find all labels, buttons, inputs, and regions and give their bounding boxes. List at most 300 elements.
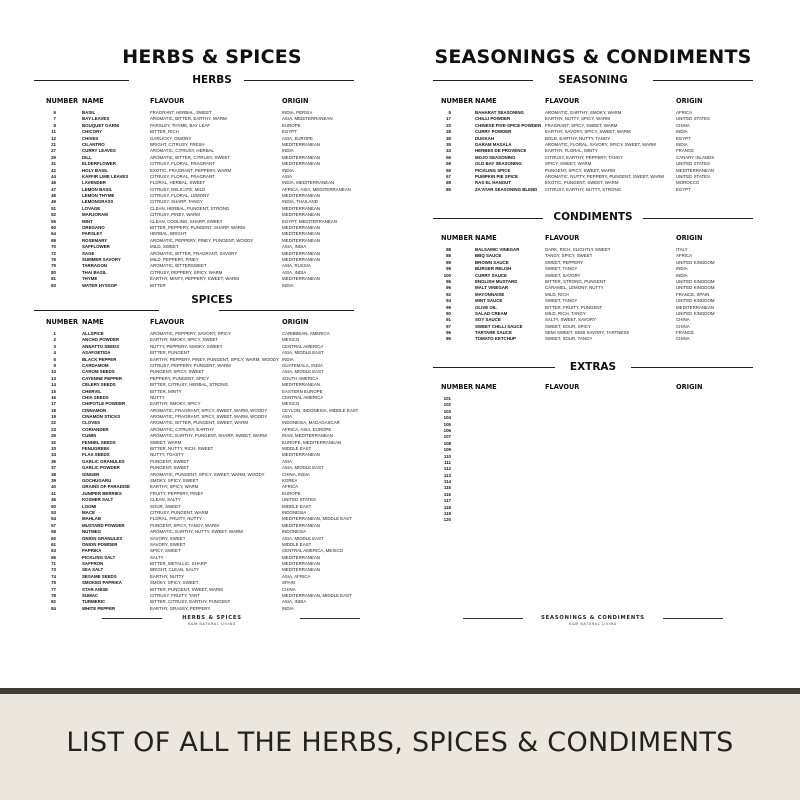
- item-name: TARRAGON: [82, 263, 108, 269]
- item-number: 79: [51, 263, 56, 269]
- item-origin: MEDITERRANEAN: [282, 554, 321, 560]
- item-name: MINT SAUCE: [475, 298, 503, 304]
- item-flavour: AROMATIC, FRAGRANT, SPICY, SWEET, WARM, WOODY: [150, 414, 268, 420]
- item-flavour: BOLD, EARTHY, NUTTY, TANGY: [545, 135, 611, 141]
- item-number: 60: [51, 225, 56, 231]
- item-name: BASIL: [82, 110, 96, 115]
- item-flavour: EARTHY, SMOKY, SPICY, SWEET: [150, 337, 218, 343]
- item-origin: ASIA, INDIA: [282, 599, 307, 605]
- item-number: 65: [51, 554, 56, 560]
- item-flavour: EARTHY, SMOKY, SPICY: [150, 401, 201, 407]
- item-number: 91: [446, 317, 451, 323]
- item-flavour: FRUITY, PEPPERY, PINEY: [150, 490, 204, 496]
- item-number: 26: [51, 433, 56, 439]
- item-number: 14: [51, 382, 56, 388]
- header-origin: ORIGIN: [282, 97, 309, 105]
- item-flavour: CITRUSY, PEPPERY, PUNGENT, WARM: [150, 362, 231, 368]
- header-flavour: FLAVOUR: [150, 318, 185, 326]
- item-origin: MEDITERRANEAN: [282, 250, 321, 256]
- item-number: 94: [446, 298, 451, 304]
- header-flavour: FLAVOUR: [545, 383, 580, 391]
- header-name: NAME: [475, 234, 497, 242]
- item-origin: INDIA: [676, 129, 688, 135]
- section-title-spices: SPICES: [191, 294, 233, 306]
- header-name: NAME: [82, 318, 104, 326]
- item-number: 72: [51, 250, 56, 256]
- item-name: SESAME SEEDS: [82, 573, 117, 579]
- item-number: 96: [446, 330, 451, 336]
- item-flavour: AROMATIC, EARTHY, SMOKY, WARM: [545, 110, 622, 115]
- item-number: 75: [51, 580, 56, 586]
- item-origin: EUROPE, MEDITERRANEAN: [282, 439, 342, 445]
- item-flavour: CITRUSY, SHARP, TANGY: [150, 199, 203, 205]
- item-origin: ASIA, INDIA: [282, 244, 307, 250]
- item-flavour: EARTHY, GRASSY, PEPPERY: [150, 605, 211, 611]
- item-origin: MEDITERRANEAN: [282, 237, 321, 243]
- item-name: SMOKED PAPRIKA: [82, 580, 122, 586]
- herb-row: [34, 283, 390, 289]
- item-flavour: PUNGENT, SPICY, SWEET: [150, 369, 205, 375]
- item-name: CURRY SAUCE: [475, 272, 507, 278]
- item-name: SEA SALT: [82, 567, 104, 573]
- item-origin: FRANCE, SPAIN: [676, 291, 710, 297]
- seasoning-table: [433, 110, 753, 193]
- item-origin: MOROCCO: [676, 180, 700, 186]
- item-number: 28: [446, 129, 451, 135]
- item-name: NUTMEG: [82, 529, 102, 535]
- item-name: ASAFOETIDA: [82, 350, 111, 356]
- item-name: ONION GRANULES: [82, 535, 123, 541]
- item-number: 46: [51, 180, 56, 186]
- item-name: SAGE: [82, 250, 95, 256]
- item-name: BLACK PEPPER: [82, 356, 117, 362]
- item-origin: UNITED KINGDOM: [676, 310, 715, 316]
- item-number: 104: [443, 415, 451, 421]
- item-origin: UNITED STATES: [676, 161, 710, 167]
- item-number: 73: [51, 567, 56, 573]
- item-number: 98: [446, 247, 451, 252]
- item-name: BROWN SAUCE: [475, 259, 509, 265]
- item-origin: MEDITERRANEAN: [282, 193, 321, 199]
- divider: [34, 310, 159, 311]
- item-flavour: FLORAL, HERBAL, SWEET: [150, 180, 206, 186]
- item-name: GARAM MASALA: [475, 141, 512, 147]
- item-name: GARLIC GRANULES: [82, 458, 125, 464]
- item-flavour: AROMATIC, CITRUSY, HERBAL: [150, 148, 214, 154]
- item-origin: MEXICO: [282, 401, 300, 407]
- item-number: 78: [51, 593, 56, 599]
- item-number: 49: [51, 199, 56, 205]
- item-flavour: EARTHY, FLORAL, MINTY: [545, 148, 598, 154]
- item-number: 37: [51, 465, 56, 471]
- item-name: OREGANO: [82, 225, 105, 231]
- herbs-footer: [34, 615, 390, 626]
- item-origin: MEDITERRANEAN: [282, 231, 321, 237]
- item-number: 16: [51, 394, 56, 400]
- item-origin: INDIA: [676, 141, 688, 147]
- header-number: NUMBER: [441, 234, 474, 242]
- item-origin: MEDITERRANEAN: [282, 382, 321, 388]
- item-number: 67: [446, 173, 451, 179]
- item-flavour: SMOKY, SPICY, SWEET: [150, 580, 199, 586]
- item-name: CHILLI POWDER: [475, 116, 511, 122]
- item-origin: MEDITERRANEAN, MIDDLE EAST: [282, 593, 352, 599]
- item-origin: FRANCE: [676, 330, 695, 336]
- item-number: 116: [443, 491, 451, 497]
- spices-table: [34, 331, 390, 612]
- item-origin: IRAN, MEDITERRANEAN: [282, 433, 333, 439]
- header-origin: ORIGIN: [676, 234, 703, 242]
- item-origin: ITALY: [676, 247, 688, 252]
- item-name: SUMMER SAVORY: [82, 256, 121, 262]
- item-flavour: PUNGENT, SPICY, TANGY, WARM: [150, 522, 219, 528]
- item-number: 20: [446, 122, 451, 128]
- item-origin: MEDITERRANEAN: [676, 167, 715, 173]
- item-number: 40: [51, 484, 56, 490]
- item-flavour: BITTER, NUTTY, RICH, SWEET: [150, 446, 214, 452]
- item-name: WHITE PEPPER: [82, 605, 116, 611]
- item-number: 83: [51, 282, 56, 288]
- extras-column-headers: [433, 383, 753, 393]
- item-number: 21: [51, 141, 56, 147]
- item-origin: SOUTH AMERICA: [282, 375, 319, 381]
- item-name: MAYONNAISE: [475, 291, 505, 297]
- item-name: MAHLAB: [82, 516, 102, 522]
- item-origin: ASIA, MIDDLE EAST: [282, 535, 324, 541]
- item-number: 5: [448, 110, 451, 115]
- item-flavour: CITRUSY, FRUITY, TART: [150, 593, 200, 599]
- item-origin: CHINA, INDIA: [282, 471, 310, 477]
- item-name: CHINESE FIVE-SPICE POWDER: [475, 122, 542, 128]
- item-flavour: CITRUSY, PUNGENT, WARM: [150, 509, 209, 515]
- item-name: CAROM SEEDS: [82, 369, 115, 375]
- item-number: 92: [446, 291, 451, 297]
- item-number: 85: [446, 186, 451, 192]
- item-origin: INDIA, PERSIA: [282, 110, 313, 115]
- item-name: CAYENNE PEPPER: [82, 375, 123, 381]
- item-number: 18: [51, 407, 56, 413]
- item-number: 111: [444, 459, 451, 465]
- item-number: 120: [443, 517, 451, 523]
- item-flavour: PUNGENT, SWEET: [150, 465, 190, 471]
- item-name: DILL: [82, 154, 92, 160]
- header-flavour: FLAVOUR: [150, 97, 185, 105]
- item-origin: INDIA: [282, 356, 294, 362]
- item-number: 81: [51, 276, 56, 282]
- header-number: NUMBER: [441, 97, 474, 105]
- item-number: 22: [51, 420, 56, 426]
- seasoning-row: [433, 187, 753, 193]
- header-flavour: FLAVOUR: [545, 234, 580, 242]
- item-flavour: NUTTY: [150, 394, 165, 400]
- item-flavour: AROMATIC, NUTTY, PEPPERY, PUNGENT, SWEET, WARM: [545, 173, 665, 179]
- item-origin: UNITED STATES: [676, 173, 710, 179]
- item-flavour: EARTHY, PEPPERY, PINEY, PUNGENT, SPICY, WARM, WOODY: [150, 356, 279, 362]
- item-flavour: EARTHY, MINTY, PEPPERY, SWEET, WARM: [150, 276, 239, 282]
- item-number: 103: [443, 408, 451, 414]
- condiments-column-headers: [433, 234, 753, 244]
- item-flavour: SPICY, SWEET, WARM: [545, 161, 592, 167]
- item-name: SAFFRON: [82, 561, 104, 567]
- item-origin: MEDITERRANEAN: [282, 154, 321, 160]
- item-origin: CENTRAL AMERICA: [282, 343, 324, 349]
- item-number: 27: [51, 148, 56, 154]
- item-name: BURGER RELISH: [475, 266, 512, 272]
- divider: [433, 367, 555, 368]
- item-number: 112: [443, 466, 451, 472]
- item-number: 86: [446, 336, 451, 342]
- item-flavour: FRAGRANT, SPICY, SWEET, WARM: [545, 122, 618, 128]
- item-number: 1: [53, 331, 56, 336]
- item-origin: EGYPT: [282, 129, 297, 135]
- item-number: 15: [51, 388, 56, 394]
- footer-line: [300, 618, 360, 619]
- item-name: CINAMON STICKS: [82, 414, 121, 420]
- item-name: LEMON BASIL: [82, 186, 113, 192]
- divider: [643, 218, 753, 219]
- item-origin: MEXICO: [282, 337, 300, 343]
- item-number: 42: [51, 167, 56, 173]
- item-name: MARJORAM: [82, 212, 108, 218]
- item-flavour: SOUR, SWEET: [150, 503, 181, 509]
- item-number: 100: [443, 272, 451, 278]
- section-title-seasoning: SEASONING: [558, 74, 628, 86]
- item-number: 39: [51, 477, 56, 483]
- item-number: 31: [51, 161, 56, 167]
- item-number: 105: [443, 421, 451, 427]
- item-number: 115: [443, 485, 451, 491]
- item-name: BALSAMIC VINEGAR: [475, 247, 520, 252]
- item-flavour: CITRUSY, DELICATE, MILD: [150, 186, 206, 192]
- item-name: FENNEL SEEDS: [82, 439, 116, 445]
- item-flavour: BITTER, PUNGENT: [150, 350, 190, 356]
- item-name: ROSEMARY: [82, 237, 108, 243]
- item-flavour: HERBAL, BRIGHT: [150, 231, 187, 237]
- item-number: 45: [51, 497, 56, 503]
- item-number: 101: [443, 396, 451, 401]
- item-number: 52: [51, 212, 56, 218]
- item-number: 96: [446, 285, 451, 291]
- item-name: CARDAMOM: [82, 362, 109, 368]
- item-flavour: SWEET, SAVORY: [545, 272, 581, 278]
- item-flavour: CLEAN, SALTY: [150, 497, 181, 503]
- item-number: 66: [446, 167, 451, 173]
- item-flavour: CITRUSY, FLORAL, FRAGRANT: [150, 173, 215, 179]
- item-origin: INDIA: [282, 167, 294, 173]
- item-flavour: AROMATIC, BITTER, FRAGRANT, SAVORY: [150, 250, 238, 256]
- page-title: SEASONINGS & CONDIMENTS: [434, 46, 752, 68]
- item-origin: CARIBBEAN, AMERICA: [282, 331, 330, 336]
- item-flavour: AROMATIC, PEPPERY, SAVORY, SPICY: [150, 331, 231, 336]
- item-number: 119: [443, 511, 451, 517]
- item-origin: ASIA, INDIA: [282, 269, 307, 275]
- item-origin: MEDITERRANEAN: [282, 141, 321, 147]
- item-flavour: TANGY, SPICY, SWEET: [545, 253, 593, 259]
- item-number: 99: [446, 304, 451, 310]
- item-flavour: EXOTIC, PUNGENT, SWEET, WARM: [545, 180, 619, 186]
- item-number: 88: [446, 253, 451, 259]
- item-flavour: SAVORY, SWEET: [150, 541, 186, 547]
- item-flavour: CITRUSY, PINEY, WARM: [150, 212, 200, 218]
- item-number: 10: [51, 369, 56, 375]
- item-name: TURMERIC: [82, 599, 106, 605]
- item-flavour: MILD, SWEET: [150, 244, 179, 250]
- item-name: MALT VINEGAR: [475, 285, 509, 291]
- item-flavour: NUTTY, TOASTY: [150, 452, 184, 458]
- item-flavour: SALTY: [150, 554, 164, 560]
- item-number: 36: [51, 458, 56, 464]
- item-flavour: CITRUSY, EARTHY, NUTTY, STRONG: [545, 186, 622, 192]
- item-name: CHERVIL: [82, 388, 102, 394]
- item-flavour: FRAGRANT, HERBAL, SWEET: [150, 110, 212, 115]
- condiment-row: [433, 336, 753, 342]
- item-number: 63: [51, 548, 56, 554]
- item-origin: MEDITERRANEAN: [282, 205, 321, 211]
- item-number: 41: [51, 490, 56, 496]
- item-flavour: BITTER: [150, 282, 166, 288]
- item-origin: MEDITERRANEAN: [282, 567, 321, 573]
- item-origin: ASIA, RUSSIA: [282, 263, 311, 269]
- item-flavour: MILD, RICH: [545, 291, 569, 297]
- item-flavour: CARAMEL, LEMONY, NUTTY: [545, 285, 604, 291]
- item-name: CUMIN: [82, 433, 97, 439]
- header-origin: ORIGIN: [282, 318, 309, 326]
- item-name: PUMPKIN PIE SPICE: [475, 173, 518, 179]
- item-number: 17: [51, 401, 56, 407]
- item-origin: SPAIN: [282, 580, 295, 586]
- item-name: CHICORY: [82, 129, 103, 135]
- item-flavour: EARTHY, SPICY, WARM: [150, 484, 199, 490]
- item-number: 43: [446, 148, 451, 154]
- item-name: CORIANDER: [82, 426, 109, 432]
- item-origin: CHINA: [282, 586, 296, 592]
- item-flavour: EARTHY, NUTTY: [150, 573, 185, 579]
- item-name: BOUQUET GARNI: [82, 122, 120, 128]
- item-number: 35: [446, 141, 451, 147]
- item-flavour: AROMATIC, BITTERSWEET: [150, 263, 207, 269]
- item-name: OLIVE OIL: [475, 304, 497, 310]
- item-number: 64: [51, 231, 56, 237]
- item-flavour: CLEAN, COOLING, SHARP, SWEET: [150, 218, 223, 224]
- item-name: ANNATTO SEEDS: [82, 343, 120, 349]
- herbs-spices-page: [34, 0, 390, 640]
- item-flavour: EARTHY, SAVORY, SPICY, SWEET, WARM: [545, 129, 631, 135]
- item-origin: KOREA: [282, 477, 298, 483]
- item-flavour: CITRUSY, FLORAL, FRAGRANT: [150, 161, 215, 167]
- item-origin: MEDITERRANEAN: [282, 256, 321, 262]
- item-origin: INDONESIA, MADAGASCAR: [282, 420, 340, 426]
- footer-line: [463, 618, 523, 619]
- item-number: 50: [51, 503, 56, 509]
- item-origin: INDIA: [282, 148, 294, 154]
- item-name: ENGLISH MUSTARD: [475, 278, 518, 284]
- item-number: 84: [51, 605, 56, 611]
- item-name: RAS EL HANOUT: [475, 180, 512, 186]
- item-origin: CENTRAL AMERICA: [282, 394, 324, 400]
- item-number: 51: [51, 205, 56, 211]
- item-name: TOMATO KETCHUP: [475, 336, 516, 342]
- item-name: SAFFLOWER: [82, 244, 110, 250]
- item-origin: ASIA: [282, 458, 293, 464]
- item-name: ELDERFLOWER: [82, 161, 116, 167]
- item-origin: AFRICA: [282, 484, 299, 490]
- item-name: MOJO SEASONING: [475, 154, 516, 160]
- item-number: 89: [446, 259, 451, 265]
- item-origin: CHINA: [676, 122, 690, 128]
- item-name: BAY LEAVES: [82, 116, 110, 122]
- item-flavour: AROMATIC, PUNGENT, SPICY, SWEET, WARM, WOODY: [150, 471, 265, 477]
- seasoning-column-headers: [433, 97, 753, 107]
- item-number: 3: [53, 343, 56, 349]
- item-flavour: CITRUSY, PEPPERY, SPICY, WARM: [150, 269, 223, 275]
- section-title-extras: EXTRAS: [569, 361, 617, 373]
- item-flavour: MILD, RICH, TANGY: [545, 310, 586, 316]
- item-origin: CENTRAL AMERICA, MEXICO: [282, 548, 344, 554]
- item-origin: ASIA, MIDDLE EAST: [282, 369, 324, 375]
- item-name: MINT: [82, 218, 93, 224]
- item-number: 90: [446, 310, 451, 316]
- header-name: NAME: [82, 97, 104, 105]
- item-flavour: PEPPERY, PUNGENT, SPICY: [150, 375, 210, 381]
- extra-row: [433, 517, 753, 523]
- item-name: OLD BAY SEASONING: [475, 161, 522, 167]
- item-number: 17: [446, 116, 451, 122]
- item-flavour: BITTER, MINTY: [150, 388, 182, 394]
- item-number: 113: [443, 472, 451, 478]
- item-number: 7: [53, 116, 56, 122]
- item-number: 2: [53, 337, 56, 343]
- item-number: 13: [51, 375, 56, 381]
- item-name: CHIVES: [82, 135, 99, 141]
- item-flavour: AROMATIC, BITTER, CITRUSY, SWEET: [150, 154, 231, 160]
- item-origin: CANARY ISLANDS: [676, 154, 715, 160]
- item-flavour: AROMATIC, PEPPERY, PINEY, PUNGENT, WOODY: [150, 237, 254, 243]
- item-name: THAI BASIL: [82, 269, 107, 275]
- item-number: 48: [51, 193, 56, 199]
- item-origin: MIDDLE EAST: [282, 446, 312, 452]
- item-number: 4: [53, 350, 56, 356]
- page-title: HERBS & SPICES: [122, 46, 302, 68]
- item-name: CHIPOTLE POWDER: [82, 401, 126, 407]
- item-number: 53: [51, 509, 56, 515]
- item-origin: CEYLON, INDONESIA, MIDDLE EAST: [282, 407, 359, 413]
- item-number: 97: [446, 323, 451, 329]
- item-number: 23: [51, 426, 56, 432]
- item-flavour: CITRUSY, FLORAL, LEMONY: [150, 193, 210, 199]
- item-number: 76: [51, 256, 56, 262]
- item-flavour: PUNGENT, SPICY, SWEET, WARM: [545, 167, 615, 173]
- item-origin: UNITED KINGDOM: [676, 298, 715, 304]
- item-flavour: SPICY, SWEET: [150, 548, 181, 554]
- item-name: PAPRIKA: [82, 548, 102, 554]
- item-name: ANCHO POWDER: [82, 337, 120, 343]
- item-origin: INDONESIA: [282, 509, 307, 515]
- item-origin: ASIA, EUROPE: [282, 135, 313, 141]
- item-name: TARTARE SAUCE: [475, 330, 512, 336]
- item-flavour: BITTER, RICH: [150, 129, 179, 135]
- item-flavour: BITTER, PEPPERY, PUNGENT, SHARP, WARM: [150, 225, 245, 231]
- spice-row: [34, 606, 390, 612]
- item-number: 55: [51, 218, 56, 224]
- item-flavour: SAVORY, SWEET: [150, 535, 186, 541]
- header-origin: ORIGIN: [676, 97, 703, 105]
- item-flavour: EXOTIC, FRAGRANT, PEPPERY, WARM: [150, 167, 232, 173]
- item-name: HERBES DE PROVENCE: [475, 148, 527, 154]
- section-title-condiments: CONDIMENTS: [553, 211, 633, 223]
- item-number: 102: [443, 402, 451, 408]
- item-origin: MEDITERRANEAN: [282, 276, 321, 282]
- item-number: 33: [51, 446, 56, 452]
